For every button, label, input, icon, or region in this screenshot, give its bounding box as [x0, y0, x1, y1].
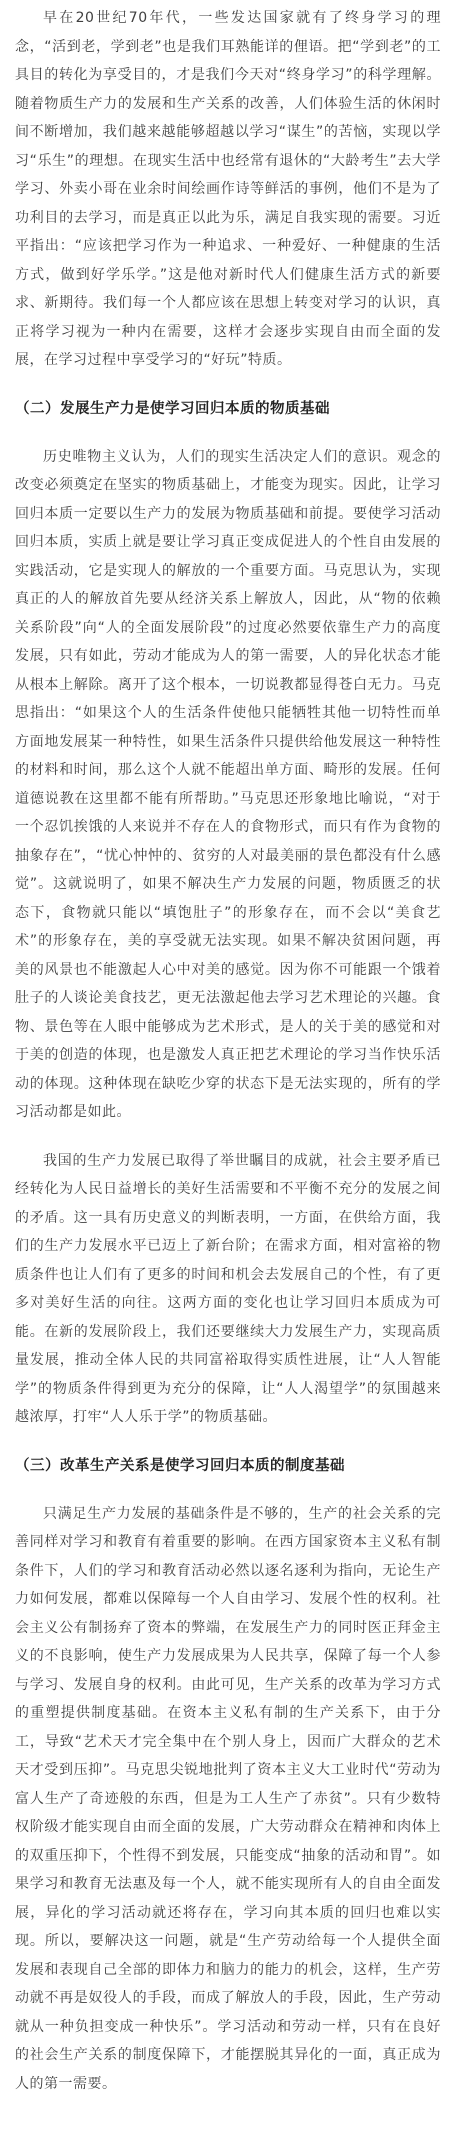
section-two-paragraph-2: 我国的生产力发展已取得了举世瞩目的成就，社会主要矛盾已经转化为人民日益增长的美好生活需要和不平衡不充分的发展之间的矛盾。这一具有历史意义的判断表明，一方面，在供给方面，我们的生产力发展水平已迈上了新台阶；在需求方面，相对富裕的物质条件也让人们有了更多的时间和机会去发展自己的个性，有了更多对美好生活的向往。这两方面的变化也让学习回归本质成为可能。在新的发展阶段上，我们还要继续大力发展生产力，实现高质量发展，推动全体人民的共同富裕取得实质性进展，让“人人智能学”的物质条件得到更为充分的保障，让“人人渴望学”的氛围越来越浓厚，打牢“人人乐于学”的物质基础。	[15, 1152, 441, 1425]
section-two-paragraph-1: 历史唯物主义认为，人们的现实生活决定人们的意识。观念的改变必须奠定在坚实的物质基础上，才能变为现实。因此，让学习回归本质一定要以生产力的发展为物质基础和前提。要使学习活动回归本质，实质上就是要让学习真正变成促进人的个性自由发展的实践活动，它是实现人的解放的一个重要方面。马克思认为，实现真正的人的解放首先要从经济关系上解放人，因此，从“物的依赖关系阶段”向“人的全面发展阶段”的过度必然要依靠生产力的高度发展，只有如此，劳动才能成为人的第一需要，人的异化状态才能从根本上解除。离开了这个根本，一切说教都显得苍白无力。马克思指出：“如果这个人的生活条件使他只能牺牲其他一切特性而单方面地发展某一种特性，如果生活条件只提供给他发展这一种特性的材料和时间，那么这个人就不能超出单方面、畸形的发展。任何道德说教在这里都不能有所帮助。”马克思还形象地比喻说，“对于一个忍饥挨饿的人来说并不存在人的食物形式，而只有作为食物的抽象存在”，“忧心忡忡的、贫穷的人对最美丽的景色都没有什么感觉”。这就说明了，如果不解决生产力发展的问题，物质匮乏的状态下，食物就只能以“填饱肚子”的形象存在，而不会以“美食艺术”的形象存在，美的享受就无法实现。如果不解决贫困问题，再美的风景也不能激起人心中对美的感觉。因为你不可能跟一个饿着肚子的人谈论美食技艺，更无法激起他去学习艺术理论的兴趣。食物、景色等在人眼中能够成为艺术形式，是人的关于美的感觉和对于美的创造的体现，也是激发人真正把艺术理论的学习当作快乐活动的体现。这种体现在缺吃少穿的状态下是无法实现的，所有的学习活动都是如此。	[15, 448, 441, 1120]
section-two-heading: （二）发展生产力是使学习回归本质的物质基础	[15, 400, 330, 417]
intro-paragraph: 早在20世纪70年代，一些发达国家就有了终身学习的理念，“活到老，学到老”也是我们耳熟能详的俚语。把“学到老”的工具目的转化为享受目的，才是我们今天对“终身学习”的科学理解。随着物质生产力的发展和生产关系的改善，人们体验生活的休闲时间不断增加，我们越来越能够超越以学习“谋生”的苦恼，实现以学习“乐生”的理想。在现实生活中也经常有退休的“大龄考生”去大学学习、外卖小哥在业余时间绘画作诗等鲜活的事例，他们不是为了功利目的去学习，而是真正以此为乐，满足自我实现的需要。习近平指出：“应该把学习作为一种追求、一种爱好、一种健康的生活方式，做到好学乐学。”这是他对新时代人们健康生活方式的新要求、新期待。我们每一个人都应该在思想上转变对学习的认识，真正将学习视为一种内在需要，这样才会逐步实现自由而全面的发展，在学习过程中享受学习的“好玩”特质。	[15, 10, 441, 368]
section-three-heading: （三）改革生产关系是使学习回归本质的制度基础	[15, 1457, 345, 1474]
section-three-paragraph-1: 只满足生产力发展的基础条件是不够的，生产的社会关系的完善同样对学习和教育有着重要的影响。在西方国家资本主义私有制条件下，人们的学习和教育活动必然以逐名逐利为指向，无论生产力如何发展，都难以保障每一个人自由学习、发展个性的权利。社会主义公有制扬弃了资本的弊端，在发展生产力的同时医正拜金主义的不良影响，使生产力发展成果为人民共享，保障了每一个人参与学习、发展自身的权利。由此可见，生产关系的改革为学习方式的重塑提供制度基础。在资本主义私有制的生产关系下，由于分工，导致“艺术天才完全集中在个别人身上，因而广大群众的艺术天才受到压抑”。马克思尖锐地批判了资本主义大工业时代“劳动为富人生产了奇迹般的东西，但是为工人生产了赤贫”。只有少数特权阶级才能实现自由而全面的发展，广大劳动群众在精神和肉体上的双重压抑下，个性得不到发展，只能变成“抽象的活动和胃”。如果学习和教育无法惠及每一个人，就不能实现所有人的自由全面发展，异化的学习活动就还将存在，学习向其本质的回归也难以实现。所以，要解决这一问题，就是“生产劳动给每一个人提供全面发展和表现自己全部的即体力和脑力的能力的机会，这样，生产劳动就不再是奴役人的手段，而成了解放人的手段，因此，生产劳动就从一种负担变成一种快乐”。学习活动和劳动一样，只有在良好的社会生产关系的制度保障下，才能摆脱其异化的一面，真正成为人的第一需要。	[15, 1505, 441, 2092]
